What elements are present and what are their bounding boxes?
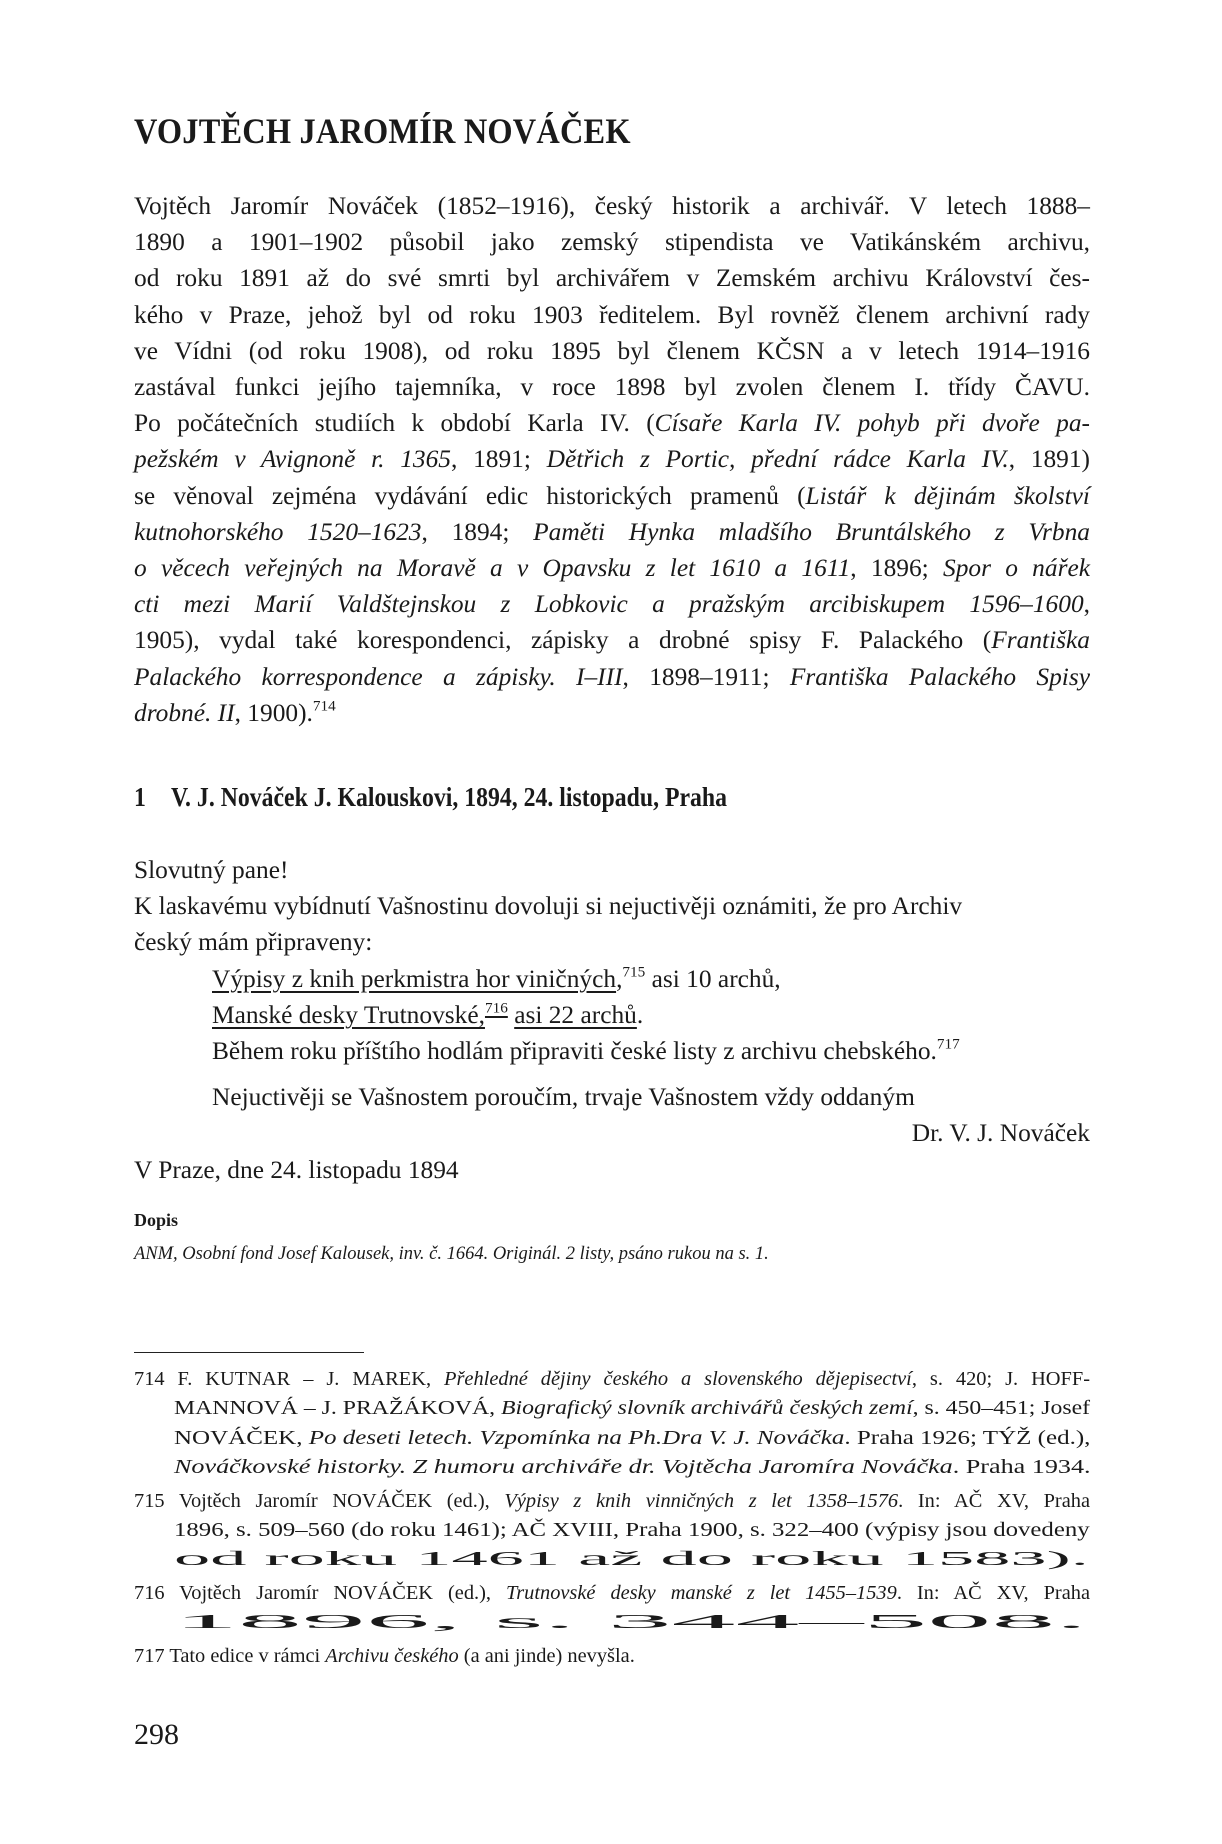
letter-closing: Nejuctivěji se Vašnostem poroučím, trvaje Vašnostem vždy oddaným — [212, 1083, 915, 1112]
footnote-line — [134, 1394, 1090, 1423]
text-run: Listář k dějinám školství — [805, 481, 1090, 510]
text-run: pežském v Avignoně r. 1365 — [134, 445, 452, 474]
footnote-reference: 715 — [622, 962, 646, 980]
paragraph-line — [134, 224, 1090, 260]
letter-body — [134, 852, 1090, 1188]
paragraph-line — [134, 405, 1090, 441]
footnote-line — [134, 1579, 1090, 1608]
footnote-reference: 717 — [936, 1035, 960, 1053]
paragraph-line — [134, 333, 1090, 369]
paragraph-line — [134, 695, 1090, 731]
letter-items — [134, 961, 1090, 1070]
paragraph-line — [134, 478, 1090, 514]
text-run: Archivu českého — [325, 1644, 459, 1667]
letter-salutation: Slovutný pane! — [134, 856, 289, 884]
text-run: Výpisy z knih vinničných z let 1358–1576 — [504, 1489, 899, 1512]
letter-number: 1 — [134, 782, 146, 812]
text-run: , 1891; — [451, 445, 547, 474]
text-run: NOVÁČEK, — [174, 1426, 309, 1449]
text-run: Františka Palackého Spisy — [789, 662, 1090, 691]
letter-text-line: český mám připraveny: — [134, 928, 373, 957]
text-run: zastával funkci jejího tajemníka, v roce 1898 byl zvolen členem I. třídy ČAVU. — [134, 373, 1090, 402]
paragraph-line — [134, 260, 1090, 296]
text-run: drobné. II — [134, 698, 235, 727]
text-run: , 1896; — [850, 554, 943, 583]
text-run: Během roku příštího hodlám připraviti české listy z archivu chebského. — [212, 1037, 937, 1066]
text-run: , 1898–1911; — [622, 662, 790, 691]
paragraph-line — [134, 369, 1090, 405]
text-run: 717 Tato edice v rámci — [134, 1644, 326, 1667]
letter-title: V. J. Nováček J. Kalouskovi, 1894, 24. listopadu, Praha — [170, 782, 727, 812]
text-run: . In: AČ XV, Praha — [898, 1489, 1090, 1512]
text-run: kutnohorského 1520–1623 — [134, 517, 422, 546]
page-number: 298 — [134, 1718, 179, 1751]
text-run: Po deseti letech. Vzpomínka na Ph.Dra V. J. Nováčka — [308, 1426, 845, 1449]
footnote-716 — [134, 1579, 1090, 1638]
paragraph-line — [134, 659, 1090, 695]
letter-heading — [134, 782, 727, 813]
text-run: . Praha 1934. — [952, 1456, 1091, 1479]
text-run: Přehledné dějiny českého a slovenského dějepisectví — [444, 1368, 912, 1390]
paragraph-line — [134, 297, 1090, 333]
text-run: 715 Vojtěch Jaromír NOVÁČEK (ed.), — [134, 1489, 505, 1512]
text-run: od roku 1891 až do své smrti byl archivářem v Zemském archivu Království čes- — [134, 264, 1090, 293]
text-run: . Praha 1926; TÝŽ (ed.), — [844, 1426, 1091, 1449]
text-run: asi 10 archů, — [645, 964, 781, 993]
text-run: Po počátečních studiích k období Karla IV. ( — [134, 409, 655, 438]
text-run: Trutnovské desky manské z let 1455–1539 — [505, 1581, 897, 1604]
text-run: o věcech veřejných na Moravě a v Opavsku z let 1610 a 1611 — [134, 554, 851, 583]
footnote-reference: 714 — [312, 697, 336, 715]
text-run: , 1900). — [234, 698, 313, 727]
source-label: Dopis — [134, 1210, 179, 1230]
text-run: , 1891) — [1008, 445, 1090, 474]
text-run: Císaře Karla IV. pohyb při dvoře pa- — [654, 409, 1090, 438]
biography-paragraph — [134, 188, 1090, 731]
footnote-line — [134, 1545, 1090, 1574]
text-run: , s. 450–451; Josef — [912, 1397, 1091, 1420]
text-run: 1896, s. 509–560 (do roku 1461); AČ XVIII, Praha 1900, s. 322–400 (výpisy jsou dovedeny — [174, 1519, 1090, 1542]
footnote-line — [134, 1453, 1090, 1482]
text-run: 714 F. KUTNAR – J. MAREK, — [134, 1368, 445, 1390]
footnote-divider — [134, 1352, 364, 1353]
footnote-line — [134, 1642, 1090, 1671]
text-run: MANNOVÁ – J. PRAŽÁKOVÁ, — [174, 1397, 502, 1420]
text-run: Františka — [991, 626, 1090, 655]
text-run: ve Vídni (od roku 1908), od roku 1895 byl členem KČSN a v letech 1914–1916 — [134, 336, 1090, 365]
letter-item — [134, 997, 1090, 1033]
paragraph-line — [134, 622, 1090, 658]
text-run: kého v Praze, jehož byl od roku 1903 ředitelem. Byl rovněž členem archivní rady — [134, 300, 1090, 329]
footnote-line — [134, 1608, 1090, 1637]
text-run: 1890 a 1901–1902 působil jako zemský stipendista ve Vatikánském archivu, — [134, 228, 1090, 257]
text-run: Manské desky Trutnovské, — [212, 1000, 485, 1029]
text-run: od roku 1461 až do roku 1583). — [174, 1548, 1089, 1571]
text-run: 716 Vojtěch Jaromír NOVÁČEK (ed.), — [134, 1581, 506, 1604]
letter-place-date: V Praze, dne 24. listopadu 1894 — [134, 1155, 459, 1184]
text-run: , — [616, 964, 623, 993]
footnote-717 — [134, 1642, 1090, 1671]
footnote-line — [134, 1516, 1090, 1545]
text-run: Dětřich z Portic, přední rádce Karla IV. — [546, 445, 1009, 474]
footnote-reference: 716 — [484, 999, 508, 1017]
letter-signature: Dr. V. J. Nováček — [911, 1119, 1090, 1148]
text-run: cti mezi Marií Valdštejnskou z Lobkovic a pražským arcibiskupem 1596–1600 — [134, 590, 1084, 619]
text-run: Palackého korrespondence a zápisky. I–III — [134, 662, 623, 691]
footnote-line — [134, 1365, 1090, 1394]
text-run: asi 22 archů — [514, 1000, 637, 1029]
text-run: , s. 420; J. HOFF- — [911, 1368, 1090, 1390]
paragraph-line — [134, 586, 1090, 622]
text-run: Vojtěch Jaromír Nováček (1852–1916), český historik a archivář. V letech 1888– — [134, 192, 1090, 220]
text-run: Výpisy z knih perkmistra hor viničných — [212, 964, 617, 993]
footnote-714 — [134, 1365, 1090, 1483]
text-run: Spor o nářek — [943, 554, 1090, 583]
text-run: Biografický slovník archivářů českých zemí — [501, 1397, 913, 1420]
text-run: 1905), vydal také korespondenci, zápisky a drobné spisy F. Palackého ( — [134, 626, 992, 655]
footnote-715 — [134, 1487, 1090, 1575]
text-run: Nováčkovské historky. Z humoru archiváře dr. Vojtěcha Jaromíra Nováčka — [174, 1456, 953, 1479]
chapter-title: VOJTĚCH JAROMÍR NOVÁČEK — [134, 111, 631, 151]
text-run: , — [1083, 590, 1090, 619]
source-citation: ANM, Osobní fond Josef Kalousek, inv. č. 1664. Originál. 2 listy, psáno rukou na s. 1. — [134, 1244, 769, 1264]
paragraph-line — [134, 188, 1090, 224]
footnote-line — [134, 1424, 1090, 1453]
paragraph-line — [134, 441, 1090, 477]
letter-item — [134, 1033, 1090, 1069]
footnote-line — [134, 1487, 1090, 1516]
footnotes — [134, 1365, 1090, 1675]
text-run: , 1894; — [421, 517, 534, 546]
text-run: 1896, s. 344–508. — [174, 1611, 1088, 1634]
text-run: Paměti Hynka mladšího Bruntálského z Vrbna — [533, 517, 1090, 546]
text-run: se věnoval zejména vydávání edic historických pramenů ( — [134, 481, 806, 510]
text-run: . In: AČ XV, Praha — [896, 1581, 1090, 1604]
paragraph-line — [134, 514, 1090, 550]
text-run: . — [636, 1000, 644, 1029]
text-run: (a ani jinde) nevyšla. — [458, 1644, 635, 1667]
letter-text-line: K laskavému vybídnutí Vašnostinu dovoluji si nejuctivěji oznámiti, že pro Archiv — [134, 892, 963, 921]
letter-item — [134, 961, 1090, 997]
paragraph-line — [134, 550, 1090, 586]
